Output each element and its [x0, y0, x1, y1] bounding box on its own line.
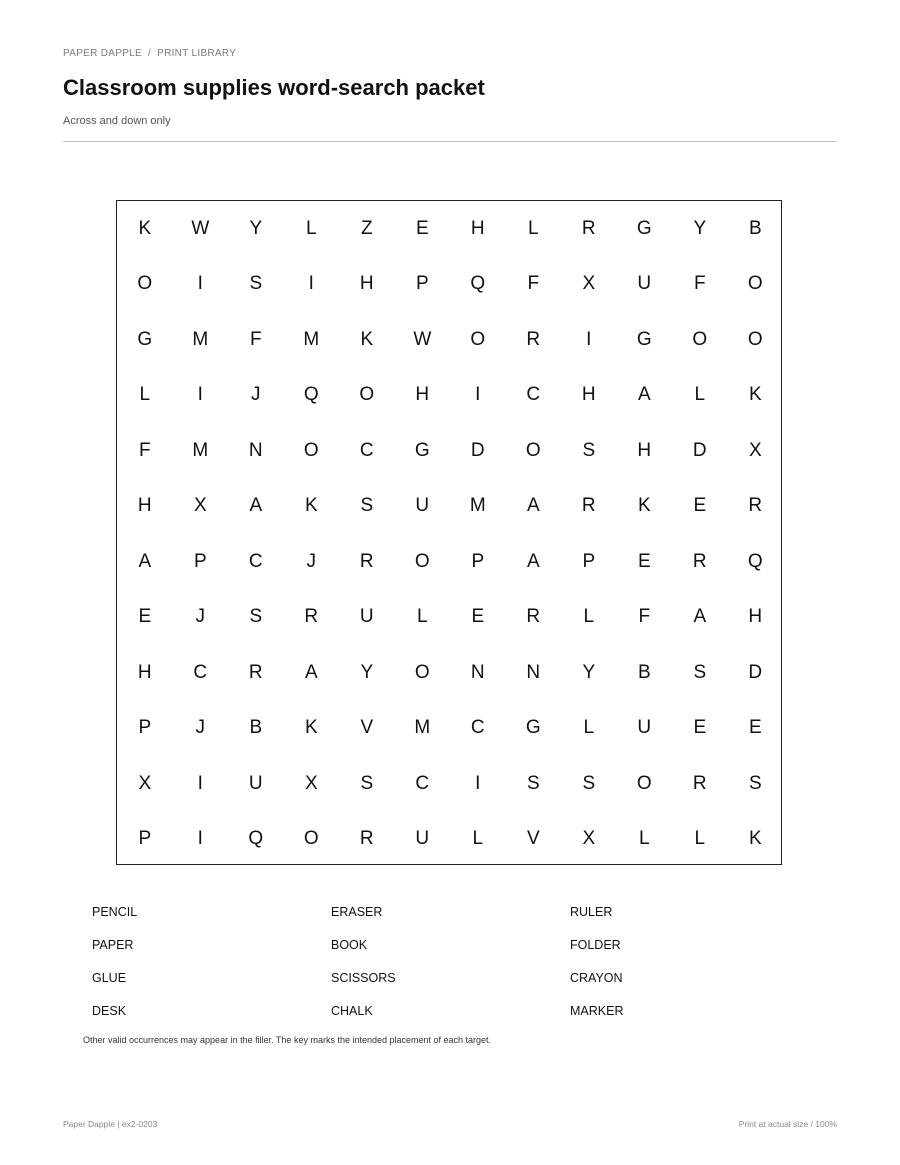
grid-cell: C	[193, 661, 208, 683]
grid-cell: H	[637, 439, 652, 461]
grid-cell: F	[138, 439, 151, 461]
grid-row	[117, 534, 781, 589]
breadcrumb	[63, 48, 236, 59]
word-list	[92, 905, 812, 1019]
grid-cell: X	[582, 828, 596, 850]
grid-cell: Q	[470, 273, 486, 295]
grid-cell: R	[359, 550, 374, 572]
grid-cell: F	[638, 606, 651, 628]
grid-cell: M	[469, 495, 486, 517]
grid-cell: O	[137, 273, 153, 295]
grid-cell: I	[475, 772, 481, 794]
grid-cell: M	[192, 439, 209, 461]
grid-cell: Q	[303, 384, 319, 406]
grid-cell: O	[359, 384, 375, 406]
grid-cell: R	[526, 606, 541, 628]
grid-cell: A	[526, 550, 540, 572]
grid-cell: X	[304, 772, 318, 794]
grid-cell: E	[693, 495, 707, 517]
grid-cell: B	[249, 717, 263, 739]
grid-cell: J	[195, 606, 206, 628]
grid-row	[117, 701, 781, 756]
page-subtitle: Across and down only	[63, 115, 171, 127]
word-list-item: FOLDER	[570, 938, 621, 952]
grid-cell: H	[581, 384, 596, 406]
word-list-item: PENCIL	[92, 905, 138, 919]
grid-cell: O	[470, 328, 486, 350]
grid-cell: R	[692, 772, 707, 794]
puzzle-note: Other valid occurrences may appear in the filler. The key marks the intended placement of each target.	[83, 1035, 492, 1045]
word-list-item: MARKER	[570, 1004, 624, 1018]
grid-cell: F	[527, 273, 540, 295]
grid-cell: O	[303, 828, 319, 850]
breadcrumb-separator: /	[148, 48, 152, 59]
grid-cell: G	[414, 439, 430, 461]
grid-cell: U	[248, 772, 263, 794]
grid-cell: F	[693, 273, 706, 295]
grid-cell: L	[472, 828, 484, 850]
grid-cell: V	[360, 717, 374, 739]
grid-row	[117, 756, 781, 811]
grid-cell: L	[528, 217, 539, 239]
grid-cell: I	[308, 273, 314, 295]
grid-cell: I	[197, 273, 203, 295]
grid-cell: K	[748, 828, 762, 850]
grid-cell: O	[414, 550, 430, 572]
grid-row	[117, 201, 781, 256]
grid-cell: S	[360, 495, 374, 517]
grid-cell: M	[192, 328, 209, 350]
grid-cell: K	[637, 495, 651, 517]
grid-cell: A	[249, 495, 263, 517]
grid-cell: L	[306, 217, 317, 239]
grid-cell: H	[137, 661, 152, 683]
grid-cell: U	[415, 828, 430, 850]
grid-cell: K	[304, 717, 318, 739]
grid-cell: H	[415, 384, 430, 406]
grid-cell: C	[526, 384, 541, 406]
grid-cell: O	[525, 439, 541, 461]
grid-cell: J	[195, 717, 206, 739]
grid-cell: G	[525, 717, 541, 739]
grid-cell: O	[747, 328, 763, 350]
grid-row	[117, 479, 781, 534]
grid-cell: P	[415, 273, 429, 295]
grid-cell: A	[637, 384, 651, 406]
grid-cell: N	[470, 661, 485, 683]
grid-cell: H	[470, 217, 485, 239]
grid-cell: I	[475, 384, 481, 406]
grid-cell: O	[414, 661, 430, 683]
word-list-item: BOOK	[331, 938, 368, 952]
grid-cell: S	[526, 772, 540, 794]
grid-cell: A	[693, 606, 707, 628]
word-list-item: GLUE	[92, 971, 127, 985]
page-title: Classroom supplies word-search packet	[63, 75, 485, 100]
grid-cell: K	[748, 384, 762, 406]
grid-cell: L	[583, 606, 595, 628]
grid-cell: C	[359, 439, 374, 461]
grid-cell: S	[249, 273, 263, 295]
grid-cell: F	[249, 328, 262, 350]
grid-cell: J	[306, 550, 317, 572]
grid-cell: R	[248, 661, 263, 683]
grid-cell: O	[303, 439, 319, 461]
word-list-item: SCISSORS	[331, 971, 396, 985]
grid-cell: M	[303, 328, 320, 350]
grid-cell: U	[637, 273, 652, 295]
grid-cell: G	[137, 328, 153, 350]
grid-row	[117, 645, 781, 700]
grid-cell: S	[360, 772, 374, 794]
grid-cell: D	[470, 439, 485, 461]
grid-cell: E	[471, 606, 485, 628]
grid-cell: E	[693, 717, 707, 739]
grid-cell: G	[636, 217, 652, 239]
grid-cell: D	[692, 439, 707, 461]
grid-cell: R	[359, 828, 374, 850]
grid-cell: L	[694, 384, 706, 406]
grid-cell: I	[197, 772, 203, 794]
grid-cell: P	[471, 550, 485, 572]
grid-cell: A	[526, 495, 540, 517]
grid-cell: I	[197, 828, 203, 850]
word-list-item: DESK	[92, 1004, 127, 1018]
grid-cell: Y	[360, 661, 374, 683]
grid-cell: E	[415, 217, 429, 239]
grid-cell: B	[637, 661, 651, 683]
grid-cell: O	[692, 328, 708, 350]
header-divider	[63, 141, 837, 142]
grid-cell: B	[748, 217, 762, 239]
grid-cell: P	[582, 550, 596, 572]
grid-cell: S	[249, 606, 263, 628]
grid-cell: W	[413, 328, 432, 350]
grid-cell: R	[581, 217, 596, 239]
grid-row	[117, 257, 781, 312]
grid-cell: L	[639, 828, 650, 850]
grid-cell: K	[360, 328, 374, 350]
grid-cell: C	[248, 550, 263, 572]
breadcrumb-item: PRINT LIBRARY	[157, 48, 237, 59]
grid-cell: Y	[582, 661, 596, 683]
grid-cell: U	[415, 495, 430, 517]
word-list-item: CHALK	[331, 1004, 373, 1018]
grid-cell: C	[470, 717, 485, 739]
word-search-grid	[116, 200, 782, 865]
grid-row	[117, 590, 781, 645]
footer-source: Paper Dapple | ex2-0203	[63, 1119, 158, 1129]
grid-cell: H	[137, 495, 152, 517]
grid-cell: N	[526, 661, 541, 683]
grid-cell: R	[526, 328, 541, 350]
grid-cell: C	[415, 772, 430, 794]
breadcrumb-item: PAPER DAPPLE	[63, 48, 143, 59]
grid-cell: E	[637, 550, 651, 572]
grid-cell: Y	[249, 217, 263, 239]
grid-cell: R	[692, 550, 707, 572]
grid-cell: O	[747, 273, 763, 295]
grid-cell: G	[636, 328, 652, 350]
grid-cell: Z	[360, 217, 373, 239]
grid-cell: D	[748, 661, 763, 683]
grid-cell: R	[304, 606, 319, 628]
grid-cell: W	[191, 217, 210, 239]
grid-cell: N	[248, 439, 263, 461]
grid-cell: O	[636, 772, 652, 794]
grid-cell: X	[138, 772, 152, 794]
grid-cell: P	[138, 828, 152, 850]
grid-cell: L	[417, 606, 428, 628]
grid-cell: S	[748, 772, 762, 794]
grid-cell: Q	[747, 550, 763, 572]
grid-cell: P	[138, 717, 152, 739]
grid-cell: X	[193, 495, 207, 517]
grid-row	[117, 812, 781, 867]
grid-cell: A	[304, 661, 318, 683]
grid-cell: Q	[248, 828, 264, 850]
footer-print-instruction: Print at actual size / 100%	[738, 1119, 837, 1129]
grid-cell: X	[582, 273, 596, 295]
grid-cell: L	[583, 717, 595, 739]
word-list-item: ERASER	[331, 905, 383, 919]
grid-cell: I	[197, 384, 203, 406]
grid-cell: K	[138, 217, 152, 239]
grid-cell: M	[414, 717, 431, 739]
grid-cell: K	[304, 495, 318, 517]
grid-cell: S	[693, 661, 707, 683]
grid-row	[117, 312, 781, 367]
grid-cell: A	[138, 550, 152, 572]
word-list-item: PAPER	[92, 938, 134, 952]
grid-row	[117, 368, 781, 423]
grid-cell: L	[694, 828, 706, 850]
grid-cell: S	[582, 772, 596, 794]
grid-cell: X	[748, 439, 762, 461]
grid-cell: V	[526, 828, 540, 850]
grid-cell: U	[359, 606, 374, 628]
grid-cell: Y	[693, 217, 707, 239]
grid-cell: E	[138, 606, 152, 628]
grid-cell: R	[748, 495, 763, 517]
grid-cell: J	[251, 384, 261, 406]
grid-cell: S	[582, 439, 596, 461]
grid-row	[117, 423, 781, 478]
grid-cell: H	[748, 606, 763, 628]
word-list-item: RULER	[570, 905, 613, 919]
grid-cell: L	[139, 384, 151, 406]
grid-cell: E	[748, 717, 762, 739]
grid-cell: U	[637, 717, 652, 739]
word-list-item: CRAYON	[570, 971, 623, 985]
grid-cell: P	[193, 550, 207, 572]
grid-cell: H	[359, 273, 374, 295]
grid-cell: R	[581, 495, 596, 517]
grid-cell: I	[586, 328, 592, 350]
